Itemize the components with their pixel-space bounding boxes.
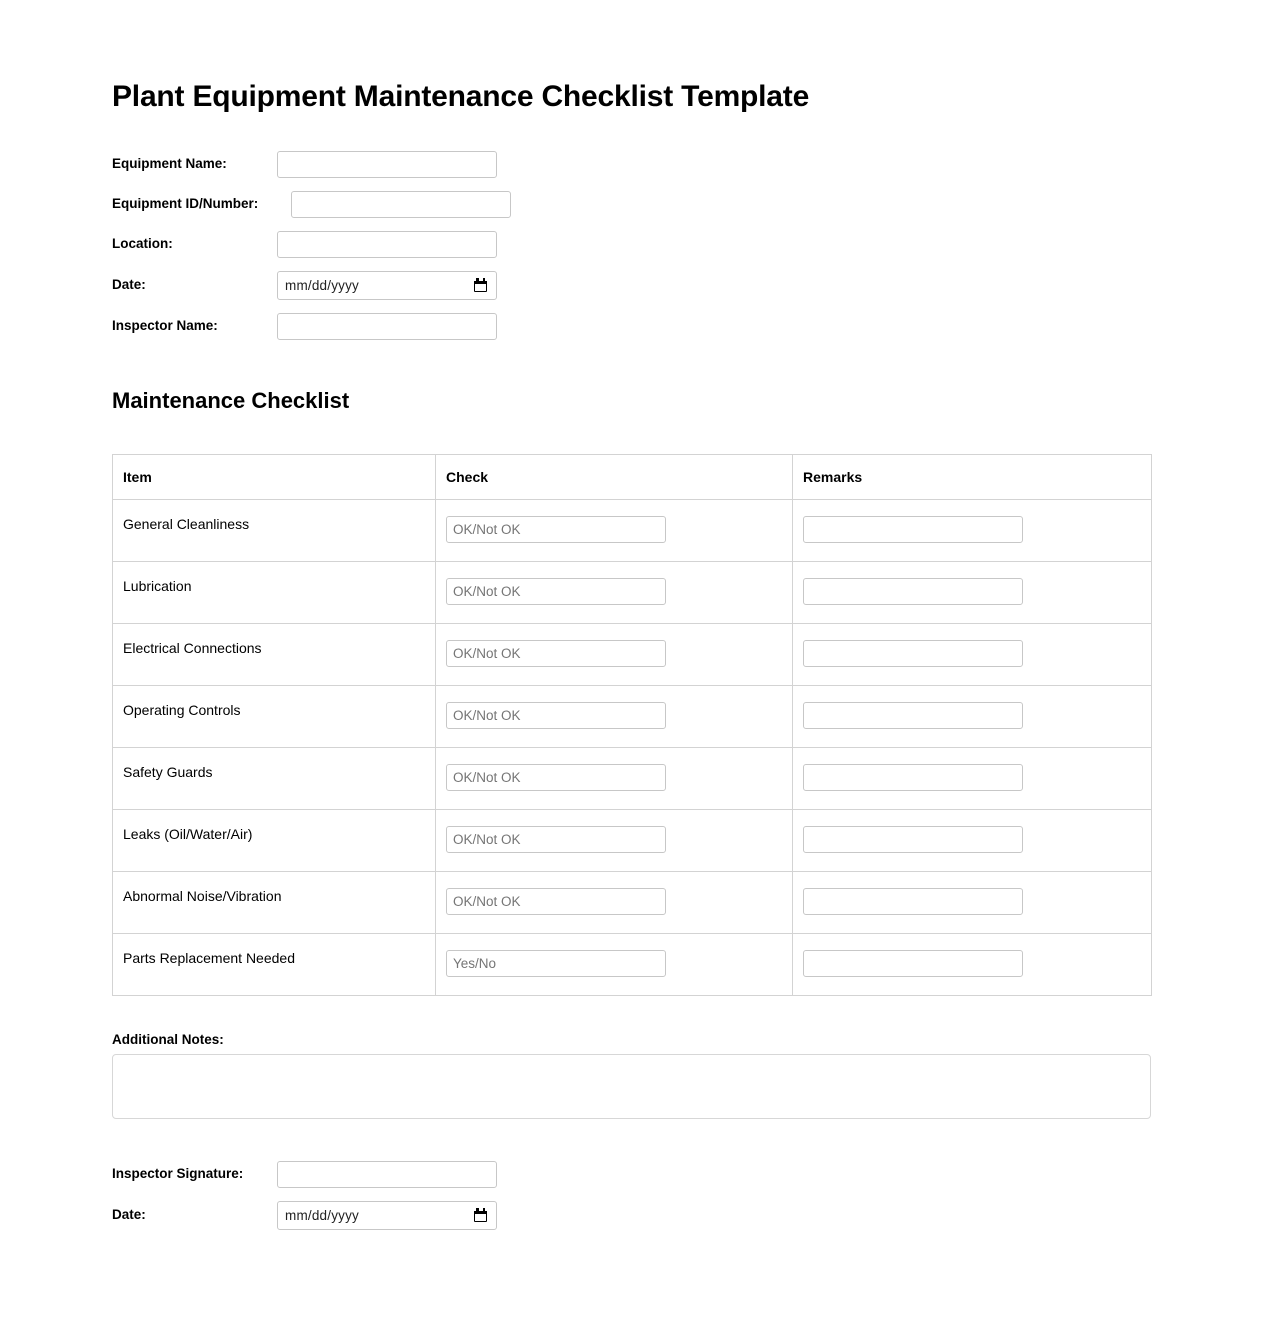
inspector-signature-input[interactable]: [277, 1161, 497, 1188]
label-equipment-name: Equipment Name:: [112, 155, 227, 171]
label-location: Location:: [112, 235, 173, 251]
label-inspector-signature: Inspector Signature:: [112, 1166, 244, 1182]
checklist-remarks-cell: [793, 623, 1152, 685]
checklist-remarks-cell: [793, 685, 1152, 747]
check-input[interactable]: [446, 764, 666, 791]
field-row-signature-date: [112, 1201, 1151, 1230]
field-row-date: [112, 271, 1151, 300]
label-signature-date: Date:: [112, 1207, 146, 1223]
table-header-row: [113, 454, 1152, 499]
remarks-input[interactable]: [803, 888, 1023, 915]
checklist-check-cell: [436, 499, 793, 561]
check-input[interactable]: [446, 702, 666, 729]
remarks-input[interactable]: [803, 578, 1023, 605]
equipment-id-input[interactable]: [291, 191, 511, 218]
checklist-item-label: Leaks (Oil/Water/Air): [113, 809, 436, 871]
checklist-remarks-cell: [793, 499, 1152, 561]
signature-form: [112, 1161, 1151, 1230]
location-input[interactable]: [277, 231, 497, 258]
checklist-remarks-cell: [793, 933, 1152, 995]
remarks-input[interactable]: [803, 702, 1023, 729]
page-title: Plant Equipment Maintenance Checklist Template: [112, 80, 810, 113]
checklist-check-cell: [436, 561, 793, 623]
checklist-check-cell: [436, 809, 793, 871]
remarks-input[interactable]: [803, 516, 1023, 543]
table-row: [113, 685, 1152, 747]
check-input[interactable]: [446, 578, 666, 605]
checklist-item-label: Lubrication: [113, 561, 436, 623]
section-title-maintenance-checklist: Maintenance Checklist: [112, 387, 350, 413]
remarks-input[interactable]: [803, 640, 1023, 667]
maintenance-checklist-table: [112, 454, 1152, 996]
table-row: [113, 561, 1152, 623]
table-row: [113, 933, 1152, 995]
checklist-remarks-cell: [793, 747, 1152, 809]
checklist-item-label: General Cleanliness: [113, 499, 436, 561]
check-input[interactable]: [446, 640, 666, 667]
field-row-location: [112, 231, 1151, 258]
additional-notes-textarea[interactable]: [112, 1054, 1151, 1119]
checklist-item-label: Operating Controls: [113, 685, 436, 747]
remarks-input[interactable]: [803, 764, 1023, 791]
checklist-check-cell: [436, 747, 793, 809]
column-header-item: Item: [113, 454, 436, 499]
label-equipment-id: Equipment ID/Number:: [112, 195, 259, 211]
calendar-icon[interactable]: [474, 1208, 487, 1222]
checklist-item-label: Electrical Connections: [113, 623, 436, 685]
checklist-item-label: Parts Replacement Needed: [113, 933, 436, 995]
date-placeholder-text: mm/dd/yyyy: [285, 277, 360, 293]
field-row-inspector-signature: [112, 1161, 1151, 1188]
checklist-item-label: Safety Guards: [113, 747, 436, 809]
signature-date-input[interactable]: [277, 1201, 497, 1230]
checklist-item-label: Abnormal Noise/Vibration: [113, 871, 436, 933]
table-row: [113, 747, 1152, 809]
remarks-input[interactable]: [803, 950, 1023, 977]
checklist-check-cell: [436, 685, 793, 747]
column-header-remarks: Remarks: [793, 454, 1152, 499]
checklist-check-cell: [436, 933, 793, 995]
column-header-check: Check: [436, 454, 793, 499]
check-input[interactable]: [446, 888, 666, 915]
check-input[interactable]: [446, 826, 666, 853]
field-row-equipment-name: [112, 151, 1151, 178]
remarks-input[interactable]: [803, 826, 1023, 853]
table-row: [113, 499, 1152, 561]
checklist-remarks-cell: [793, 809, 1152, 871]
checklist-remarks-cell: [793, 561, 1152, 623]
calendar-icon[interactable]: [474, 278, 487, 292]
label-inspector-name: Inspector Name:: [112, 317, 218, 333]
field-row-equipment-id: [112, 191, 1151, 218]
checklist-check-cell: [436, 871, 793, 933]
checklist-remarks-cell: [793, 871, 1152, 933]
date-placeholder-text: mm/dd/yyyy: [285, 1207, 360, 1223]
equipment-info-form: [112, 151, 1151, 340]
checklist-check-cell: [436, 623, 793, 685]
inspector-name-input[interactable]: [277, 313, 497, 340]
inspection-date-input[interactable]: [277, 271, 497, 300]
table-row: [113, 871, 1152, 933]
field-row-inspector-name: [112, 313, 1151, 340]
table-row: [113, 809, 1152, 871]
label-additional-notes: Additional Notes:: [112, 1031, 224, 1047]
table-row: [113, 623, 1152, 685]
check-input[interactable]: [446, 516, 666, 543]
equipment-name-input[interactable]: [277, 151, 497, 178]
check-input[interactable]: [446, 950, 666, 977]
label-date: Date:: [112, 276, 146, 292]
